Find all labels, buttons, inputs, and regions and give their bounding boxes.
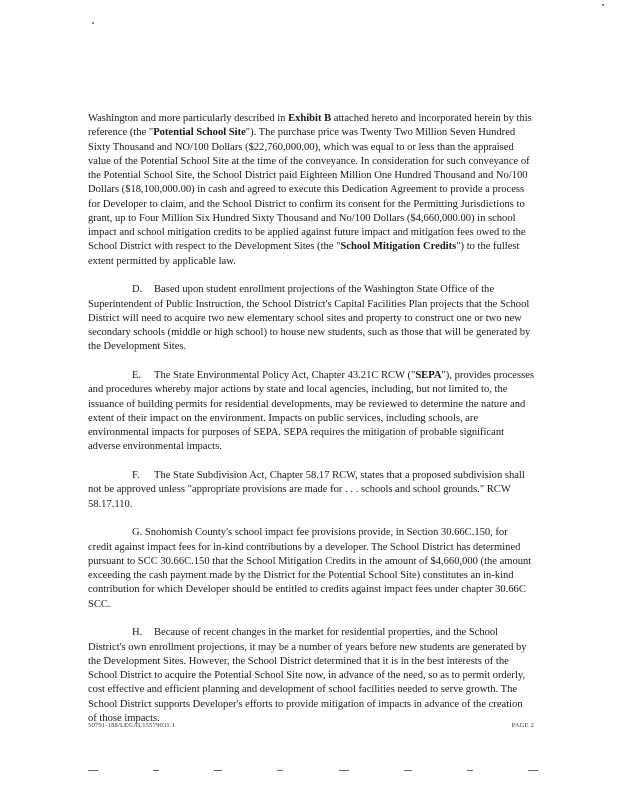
scan-speck bbox=[92, 22, 94, 24]
intro-text-3: "). The purchase price was Twenty Two Million Seven Hundred Sixty Thousand and NO/100 Dollars ($22,760,000.00), which was equal to or less than the appraised value of the Potential School Site at the time of the conveyance. In consideration for such conveyance of the Potential School Site, the School District paid Eighteen Million One Hundred Thousand and No/100 Dollars ($18,100,000.00) in cash and agreed to execute this Dedication Agreement to provide a process for Developer to claim, and the School District to confirm its consent for the Permitting Jurisdictions to grant, up to Four Million Six Hundred Sixty Thousand and No/100 Dollars ($4,660,000.00) in school impact and school mitigation credits to be applied against future impact and mitigation fees owed to the School District with respect to the Development Sites (the " bbox=[88, 127, 530, 253]
paragraph-e bbox=[88, 369, 534, 455]
paragraph-g bbox=[88, 526, 534, 612]
paragraph-text: "), provides processes and procedures whereby major actions by state and local agencies, including, but not limited to, the issuance of building permits for residential developments, may be reviewed to determine the nature and extent of their impact on the environment. Impacts on public services, including schools, are environmental impacts for purposes of SEPA. SEPA requires the mitigation of probable significant adverse environmental impacts. bbox=[88, 370, 534, 453]
intro-text-1: Washington and more particularly described in bbox=[88, 113, 289, 124]
page-number: PAGE 2 bbox=[511, 722, 534, 729]
paragraph-letter: D. bbox=[132, 284, 143, 296]
exhibit-label: Exhibit B bbox=[288, 113, 332, 124]
school-site-label: Potential School Site bbox=[153, 127, 246, 139]
scan-artifact-dots bbox=[88, 768, 538, 772]
document-id: 50791-188/LEGAL15579031.1 bbox=[88, 722, 176, 729]
paragraph-letter: H. bbox=[132, 627, 143, 639]
paragraph-text: The State Subdivision Act, Chapter 58.17 RCW, states that a proposed subdivision shall not be approved unless "appropriate provisions are made for . . . schools and school grounds." RCW 58.17.110. bbox=[88, 470, 525, 510]
paragraph-text: Snohomish County's school impact fee provisions provide, in Section 30.66C.150, for credit against impact fees for in-kind contributions by a developer. The School District has determined pursuant to SCC 30.66C.150 that the School Mitigation Credits in the amount of $4,660,000 (the amount exceeding the cash payment made by the District for the Potential School Site) constitutes an in-kind contribution for which Developer should be entitled to credits against impact fees under chapter 30.66C SCC. bbox=[88, 527, 532, 610]
paragraph-letter: G. bbox=[132, 527, 143, 539]
paragraph-h bbox=[88, 626, 534, 726]
intro-text-4: ") to the fullest extent permitted by applicable law. bbox=[88, 241, 520, 267]
paragraph-text: Because of recent changes in the market for residential properties, and the School District's own enrollment projections, it may be a number of years before new students are generated by the Development Sites. However, the School District determined that it is in the best interests of the School District to acquire the Potential School Site now, in advance of the need, so as to permit orderly, cost effective and efficient planning and development of school facilities needed to serve growth. The School District supports Developer's efforts to provide mitigation of impacts in advance of the creation of those impacts. bbox=[88, 627, 527, 724]
document-body bbox=[88, 112, 534, 741]
credits-label: School Mitigation Credits bbox=[340, 241, 457, 253]
intro-text-2: attached hereto and incorporated herein by this reference (the " bbox=[88, 113, 532, 139]
paragraph-letter: E. bbox=[132, 370, 142, 381]
paragraph-intro bbox=[88, 112, 534, 269]
sepa-label: SEPA bbox=[415, 370, 442, 381]
paragraph-text: The State Environmental Policy Act, Chapter 43.21C RCW (" bbox=[154, 370, 416, 381]
paragraph-letter: F. bbox=[132, 470, 140, 481]
paragraph-f bbox=[88, 469, 534, 512]
page-footer bbox=[88, 722, 534, 729]
scan-speck bbox=[602, 4, 604, 6]
paragraph-d bbox=[88, 283, 534, 354]
paragraph-text: Based upon student enrollment projections of the Washington State Office of the Superintendent of Public Instruction, the School District's Capital Facilities Plan projects that the School District will need to acquire two new elementary school sites and property to construct one or two new secondary schools (middle or high school) to house new students, such as those that will be generated by the Development Sites. bbox=[88, 284, 531, 353]
